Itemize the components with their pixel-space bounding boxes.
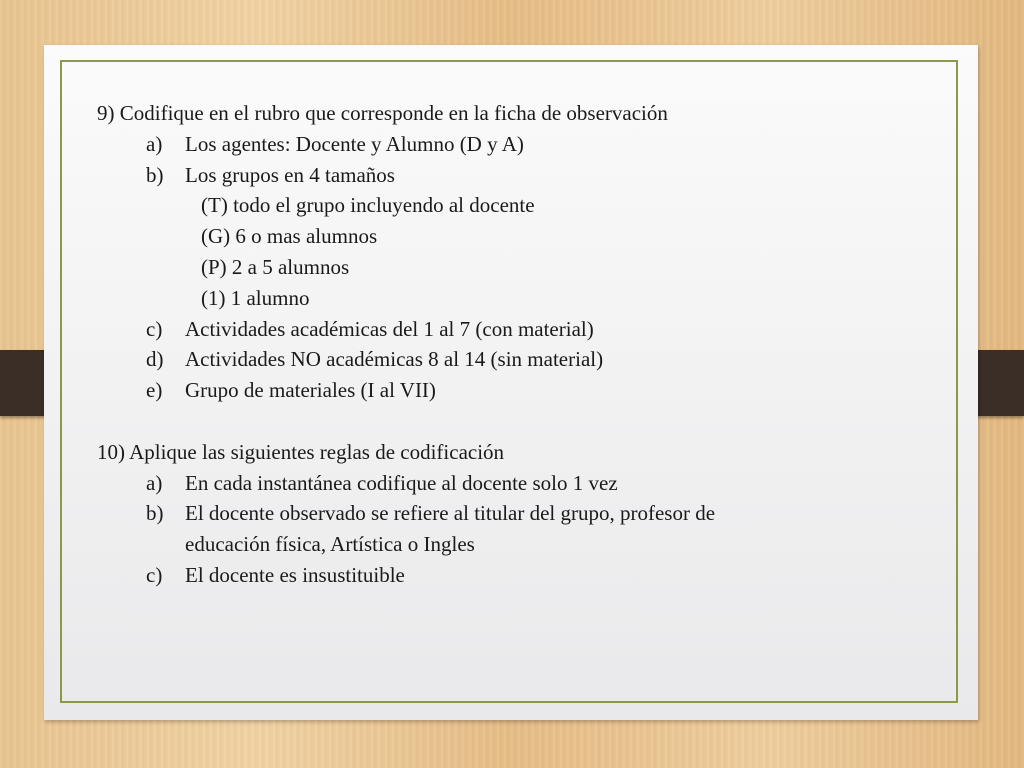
list-item-continuation — [97, 529, 897, 560]
list-item — [97, 375, 897, 406]
section-10-heading: 10) Aplique las siguientes reglas de codificación — [97, 439, 505, 464]
item-text-continuation: educación física, Artística o Ingles — [185, 532, 475, 557]
slide-content — [97, 98, 897, 591]
list-item — [97, 344, 897, 375]
item-marker: e) — [146, 378, 163, 403]
list-item — [97, 160, 897, 191]
item-text: Los agentes: Docente y Alumno (D y A) — [185, 131, 524, 156]
item-text: Actividades NO académicas 8 al 14 (sin material) — [185, 347, 604, 372]
item-marker: b) — [146, 162, 164, 187]
list-item — [97, 129, 897, 160]
item-marker: c) — [146, 562, 163, 587]
list-item — [97, 314, 897, 345]
sub-item-text: (G) 6 o mas alumnos — [201, 224, 378, 249]
item-marker: b) — [146, 501, 164, 526]
sub-item-text: (1) 1 alumno — [201, 285, 310, 310]
sub-item — [97, 221, 897, 252]
item-marker: a) — [146, 470, 163, 495]
spacer — [97, 406, 897, 437]
item-text: Grupo de materiales (I al VII) — [185, 378, 436, 403]
item-text: Actividades académicas del 1 al 7 (con material) — [185, 316, 594, 341]
sub-item-text: (P) 2 a 5 alumnos — [201, 254, 350, 279]
section-9-heading: 9) Codifique en el rubro que corresponde en la ficha de observación — [97, 101, 668, 125]
sub-item — [97, 190, 897, 221]
item-marker: a) — [146, 131, 163, 156]
list-item — [97, 468, 897, 499]
sub-item-text: (T) todo el grupo incluyendo al docente — [201, 193, 535, 218]
item-text: El docente observado se refiere al titular del grupo, profesor de — [185, 501, 716, 526]
item-text: El docente es insustituible — [185, 562, 405, 587]
sub-item — [97, 283, 897, 314]
item-text: Los grupos en 4 tamaños — [185, 162, 395, 187]
item-text: En cada instantánea codifique al docente solo 1 vez — [185, 470, 618, 495]
list-item — [97, 560, 897, 591]
item-marker: d) — [146, 347, 164, 372]
list-item — [97, 498, 897, 529]
sub-item — [97, 252, 897, 283]
item-marker: c) — [146, 316, 163, 341]
